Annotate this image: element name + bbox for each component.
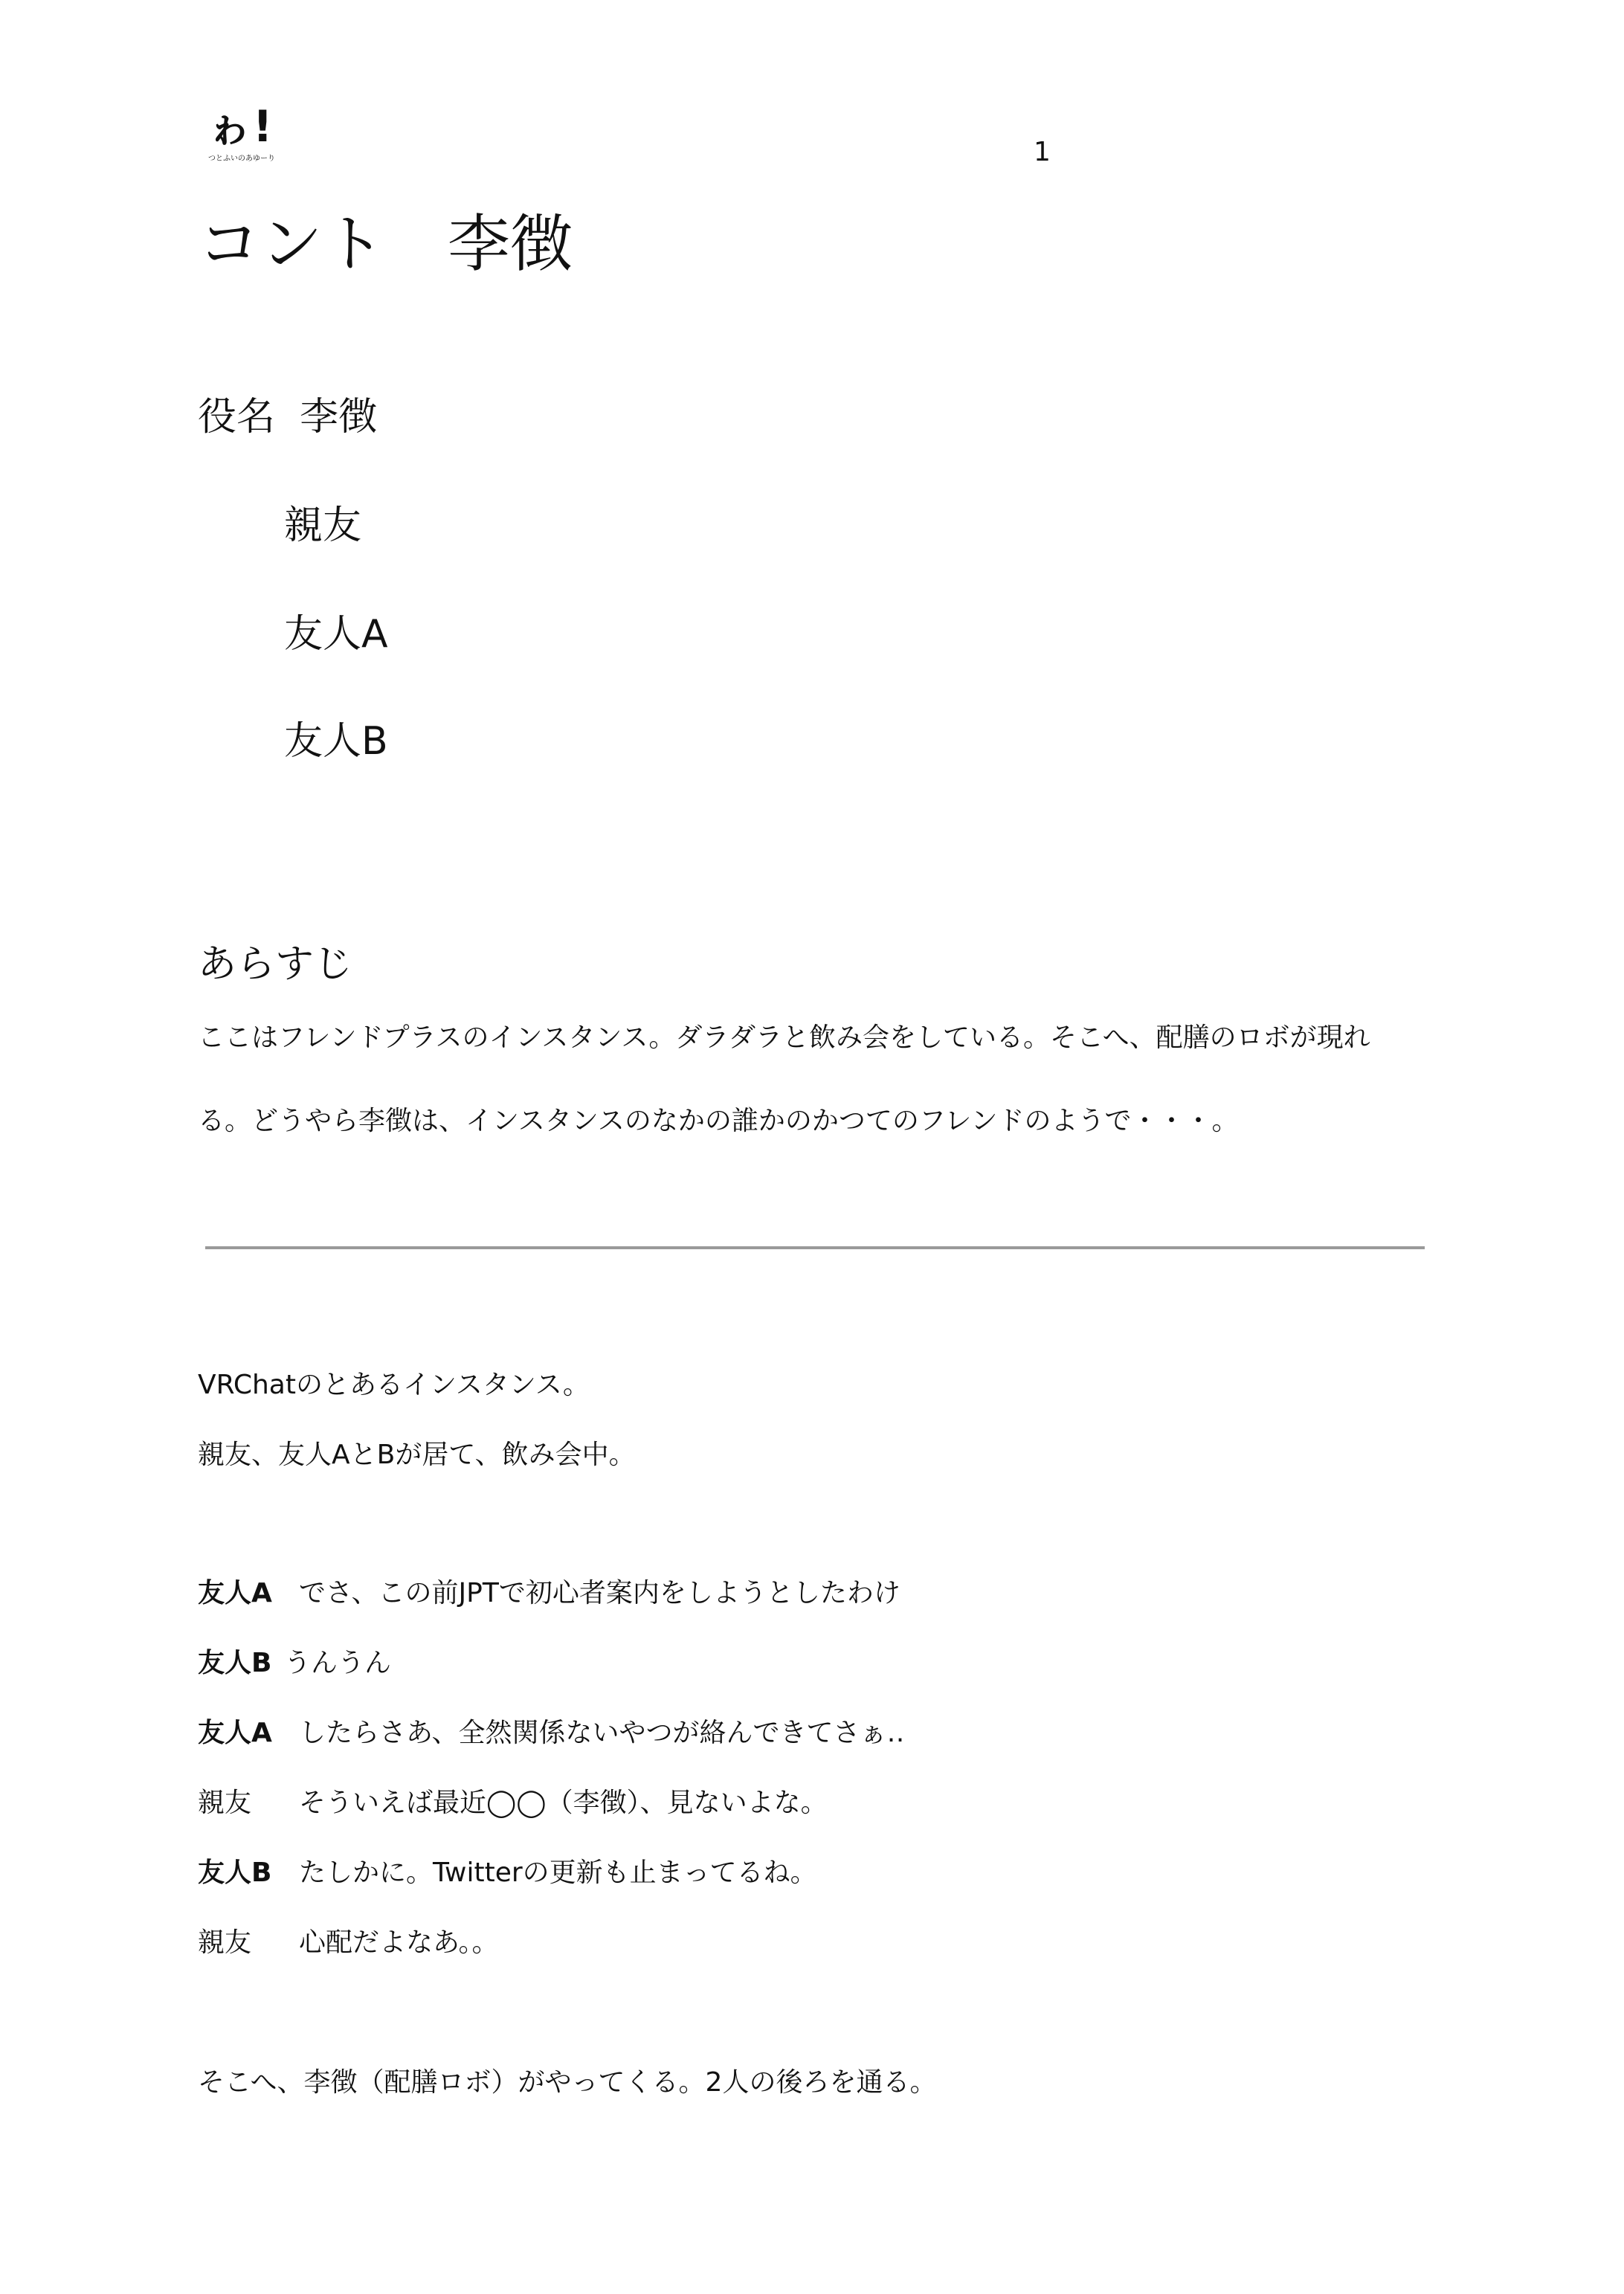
speaker-name: 友人A	[198, 1578, 272, 1608]
dialogue-line	[198, 1715, 905, 1752]
section-divider	[205, 1246, 1425, 1249]
dialogue-line	[198, 1645, 391, 1682]
stage-direction: そこへ、李徴（配膳ロボ）がやってくる。2人の後ろを通る。	[198, 2067, 937, 2098]
dialogue-line	[198, 1924, 499, 1962]
dialogue-text: したらさあ、全然関係ないやつが絡んできてさぁ‥	[299, 1718, 905, 1748]
roles-heading: 役名	[198, 395, 276, 439]
dialogue-text: 心配だよなあ。。	[299, 1927, 499, 1958]
logo	[208, 101, 297, 164]
dialogue-text: そういえば最近◯◯（李徴）、見ないよな。	[299, 1788, 828, 1818]
stage-direction: VRChatのとあるインスタンス。	[198, 1370, 590, 1400]
dialogue-text: たしかに。Twitterの更新も止まってるね。	[299, 1858, 817, 1888]
dialogue-text: うんうん	[284, 1648, 392, 1678]
dialogue-text: でさ、この前JPTで初心者案内をしようとしたわけ	[299, 1578, 900, 1608]
speaker-name: 友人A	[198, 1718, 272, 1748]
role-item: 友人B	[284, 719, 388, 764]
logo-subtitle: つとふいのあゆーり	[208, 155, 275, 163]
speaker-name: 親友	[198, 1927, 252, 1958]
role-item: 李徴	[300, 395, 378, 439]
synopsis-text: ここはフレンドプラスのインスタンス。ダラダラと飲み会をしている。そこへ、配膳のロボが現れる。どうやら李徴は、インスタンスのなかの誰かのかつてのフレンドのようで・・・。	[198, 1022, 1370, 1136]
roles-label	[198, 391, 377, 443]
stage-direction: 親友、友人AとBが居て、飲み会中。	[198, 1440, 636, 1470]
logo-mark: ゎ!	[208, 101, 274, 152]
dialogue-line	[198, 1575, 900, 1612]
speaker-name: 親友	[198, 1788, 252, 1818]
speaker-name: 友人B	[198, 1858, 272, 1888]
page-number: 1	[1034, 137, 1051, 167]
role-item: 友人A	[284, 612, 388, 657]
dialogue-line	[198, 1785, 828, 1822]
role-item: 親友	[284, 503, 362, 548]
speaker-name: 友人B	[198, 1648, 272, 1678]
synopsis-heading: あらすじ	[198, 942, 353, 987]
dialogue-line	[198, 1855, 817, 1892]
document-title: コント 李徴	[198, 207, 573, 280]
